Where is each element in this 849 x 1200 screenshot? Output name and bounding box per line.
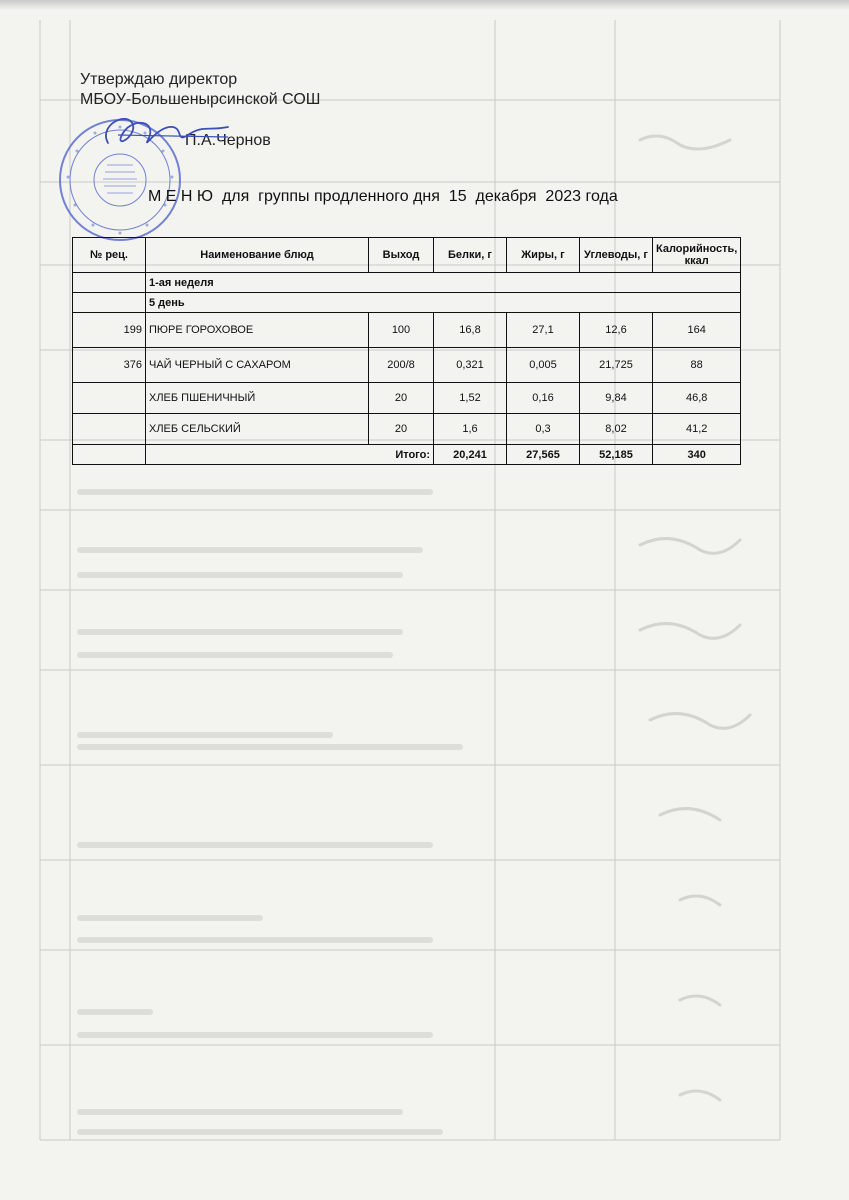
yield: 100 <box>369 313 434 348</box>
dish-name: ХЛЕБ ПШЕНИЧНЫЙ <box>146 383 369 414</box>
yield: 200/8 <box>369 348 434 383</box>
header-dish-name: Наименование блюд <box>146 238 369 273</box>
recipe-no: 376 <box>73 348 146 383</box>
dish-name: ПЮРЕ ГОРОХОВОЕ <box>146 313 369 348</box>
week-row <box>73 273 741 293</box>
protein: 0,321 <box>434 348 507 383</box>
day-label: 5 день <box>146 293 741 313</box>
fat: 27,1 <box>507 313 580 348</box>
total-fat: 27,565 <box>507 445 580 465</box>
carbs: 8,02 <box>580 414 653 445</box>
week-label: 1-ая неделя <box>146 273 741 293</box>
kcal: 41,2 <box>653 414 741 445</box>
header-recipe-no: № рец. <box>73 238 146 273</box>
kcal: 46,8 <box>653 383 741 414</box>
table-row <box>73 414 741 445</box>
yield: 20 <box>369 414 434 445</box>
header-carbs: Углеводы, г <box>580 238 653 273</box>
day-row <box>73 293 741 313</box>
approval-title: Утверждаю директор <box>80 71 238 88</box>
carbs: 21,725 <box>580 348 653 383</box>
table-row <box>73 383 741 414</box>
protein: 1,6 <box>434 414 507 445</box>
table-row <box>73 348 741 383</box>
kcal: 164 <box>653 313 741 348</box>
header-fat: Жиры, г <box>507 238 580 273</box>
fat: 0,3 <box>507 414 580 445</box>
recipe-no <box>73 414 146 445</box>
kcal: 88 <box>653 348 741 383</box>
total-label: Итого: <box>146 445 434 465</box>
dish-name: ХЛЕБ СЕЛЬСКИЙ <box>146 414 369 445</box>
recipe-no: 199 <box>73 313 146 348</box>
yield: 20 <box>369 383 434 414</box>
total-carbs: 52,185 <box>580 445 653 465</box>
dish-name: ЧАЙ ЧЕРНЫЙ С САХАРОМ <box>146 348 369 383</box>
table-row <box>73 313 741 348</box>
recipe-no <box>73 383 146 414</box>
header-protein: Белки, г <box>434 238 507 273</box>
school-name: МБОУ-Большенырсинской СОШ <box>80 91 321 108</box>
director-signature <box>88 105 238 165</box>
carbs: 12,6 <box>580 313 653 348</box>
total-protein: 20,241 <box>434 445 507 465</box>
header-yield: Выход <box>369 238 434 273</box>
signatory-name: П.А.Чернов <box>185 132 271 149</box>
header-kcal: Калорийность, ккал <box>653 238 741 273</box>
total-row <box>73 445 741 465</box>
table-header-row <box>73 238 741 273</box>
total-kcal: 340 <box>653 445 741 465</box>
carbs: 9,84 <box>580 383 653 414</box>
fat: 0,005 <box>507 348 580 383</box>
protein: 16,8 <box>434 313 507 348</box>
protein: 1,52 <box>434 383 507 414</box>
menu-title: М Е Н Ю для группы продленного дня 15 декабря 2023 года <box>148 188 618 205</box>
menu-table <box>72 237 741 465</box>
fat: 0,16 <box>507 383 580 414</box>
approval-block <box>80 70 320 110</box>
